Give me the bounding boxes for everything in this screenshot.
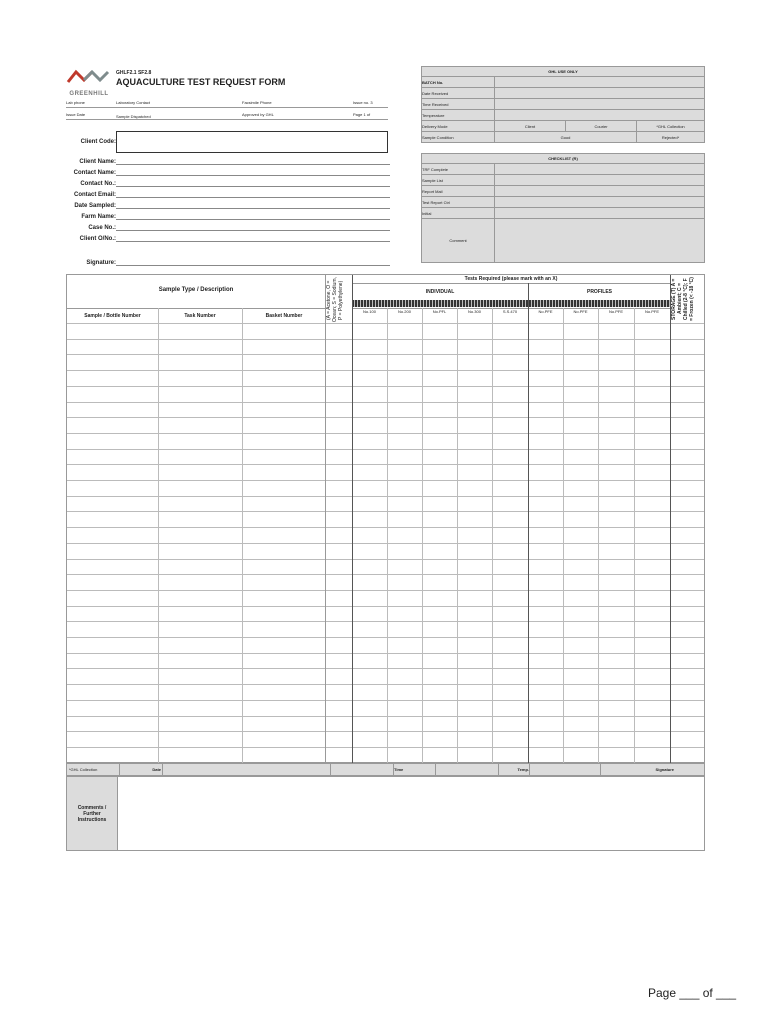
comments-section xyxy=(66,776,705,851)
collection-temp-field[interactable] xyxy=(530,764,601,776)
ghl-use-only-table: GHL USE ONLY BATCH No. Date Received Time Received Temperature Delivery Mode Client Courier *GHL Collection Sample Condition Good Rejected* xyxy=(421,66,705,143)
test-code-row: No.100 No.200 No.PFL No.300 S.S.470 No.PFE No.PFE No.PFE No.PFE xyxy=(363,309,659,314)
logo-text: GREENHILL xyxy=(69,91,109,97)
profiles-header: PROFILES xyxy=(586,289,612,295)
test-name-strip xyxy=(352,300,670,307)
client-code-input[interactable] xyxy=(116,131,388,153)
table-row[interactable] xyxy=(67,386,704,402)
table-row[interactable] xyxy=(67,543,704,559)
table-row[interactable] xyxy=(67,700,704,716)
sample-type-header: Sample Type / Description xyxy=(158,287,234,293)
contact-email-field[interactable] xyxy=(116,189,390,198)
trf-complete-field[interactable] xyxy=(495,164,705,175)
table-row[interactable] xyxy=(67,637,704,653)
table-row[interactable] xyxy=(67,417,704,433)
col-header-sample: Sample / Bottle Number xyxy=(84,313,141,319)
contact-name-field[interactable] xyxy=(116,167,390,176)
ghl-use-title: GHL USE ONLY xyxy=(422,67,705,77)
client-name-field[interactable] xyxy=(116,156,390,165)
logo-waves-icon xyxy=(66,66,112,86)
date-sampled-field[interactable] xyxy=(116,200,390,209)
table-row[interactable] xyxy=(67,496,704,512)
contact-no-field[interactable] xyxy=(116,178,390,187)
condition-good-option[interactable]: Good xyxy=(495,132,637,143)
greenhill-logo xyxy=(66,66,112,97)
collection-signature-field[interactable]: Signature xyxy=(601,764,705,776)
code-column-header: (A = Acetone, O = Ocean; S = Sodium, P = Polyethylene) xyxy=(326,277,344,323)
table-row[interactable] xyxy=(67,606,704,622)
collection-time-field[interactable] xyxy=(436,764,499,776)
table-row[interactable] xyxy=(67,464,704,480)
collection-date-field[interactable] xyxy=(163,764,331,776)
comments-label: Comments / Further Instructions xyxy=(77,804,107,823)
page-number: Page ___ of ___ xyxy=(648,986,737,1000)
client-order-no-field[interactable] xyxy=(116,233,390,242)
table-row[interactable] xyxy=(67,716,704,732)
test-report-ctrl-field[interactable] xyxy=(495,197,705,208)
samples-table xyxy=(66,274,705,763)
table-row[interactable] xyxy=(67,574,704,590)
delivery-client-option[interactable]: Client xyxy=(495,121,566,132)
table-row[interactable] xyxy=(67,511,704,527)
temperature-field[interactable] xyxy=(495,110,705,121)
table-row[interactable] xyxy=(67,731,704,747)
table-row[interactable] xyxy=(67,590,704,606)
table-row[interactable] xyxy=(67,668,704,684)
time-received-field[interactable] xyxy=(495,99,705,110)
collection-footer-row: *GHL Collection Date Time Temp. Signature xyxy=(66,763,705,776)
header-info-row-2: Issue Date Sample Dispatched Approved by GHL Page 1 of xyxy=(66,112,388,120)
client-fields: Client Name: Contact Name: Contact No.: Contact Email: Date Sampled: Farm Name: Case No.: Client O/No.: xyxy=(60,154,390,242)
col-header-basket: Basket Number xyxy=(265,313,303,319)
tests-required-header: Tests Required (please mark with an X) xyxy=(464,276,558,282)
table-row[interactable] xyxy=(67,621,704,637)
col-header-task: Task Number xyxy=(184,313,216,319)
table-row[interactable] xyxy=(67,339,704,355)
client-code-label: Client Code: xyxy=(80,139,116,145)
table-row[interactable] xyxy=(67,433,704,449)
comments-label-cell xyxy=(67,777,118,850)
table-row[interactable] xyxy=(67,684,704,700)
checklist-table: CHECKLIST (R) TRF Complete Sample List Report Mail Test Report Ctrl Initial Comment xyxy=(421,153,705,263)
table-row[interactable] xyxy=(67,527,704,543)
initial-field[interactable] xyxy=(495,208,705,219)
signature-row: Signature: xyxy=(60,255,390,266)
storage-column-header: STORAGE (T) A = Ambient; C = Chilled (2-8 °C); F = Frozen (< -18 °C) xyxy=(671,277,695,321)
table-row[interactable] xyxy=(67,323,704,339)
table-row[interactable] xyxy=(67,354,704,370)
table-row[interactable] xyxy=(67,402,704,418)
individual-header: INDIVIDUAL xyxy=(425,289,455,295)
date-received-field[interactable] xyxy=(495,88,705,99)
signature-field[interactable] xyxy=(116,257,390,266)
report-mail-field[interactable] xyxy=(495,186,705,197)
header-info-row-1: Lab phone Laboratory Contact Facsimile Phone Issue no. 3 xyxy=(66,100,388,108)
delivery-courier-option[interactable]: Courier xyxy=(566,121,637,132)
checklist-comment-field[interactable] xyxy=(495,219,705,263)
table-row[interactable] xyxy=(67,449,704,465)
form-title: AQUACULTURE TEST REQUEST FORM xyxy=(116,77,286,87)
table-row[interactable] xyxy=(67,370,704,386)
form-code: GHLF2.1 SF2.8 xyxy=(116,70,152,76)
condition-rejected-option[interactable]: Rejected* xyxy=(637,132,705,143)
table-row[interactable] xyxy=(67,559,704,575)
sample-rows xyxy=(67,323,704,763)
comments-input[interactable] xyxy=(118,777,704,850)
case-no-field[interactable] xyxy=(116,222,390,231)
table-row[interactable] xyxy=(67,747,704,763)
delivery-ghl-collection-option[interactable]: *GHL Collection xyxy=(637,121,705,132)
batch-no-field[interactable] xyxy=(495,77,705,88)
table-row[interactable] xyxy=(67,653,704,669)
sample-list-field[interactable] xyxy=(495,175,705,186)
farm-name-field[interactable] xyxy=(116,211,390,220)
table-row[interactable] xyxy=(67,480,704,496)
